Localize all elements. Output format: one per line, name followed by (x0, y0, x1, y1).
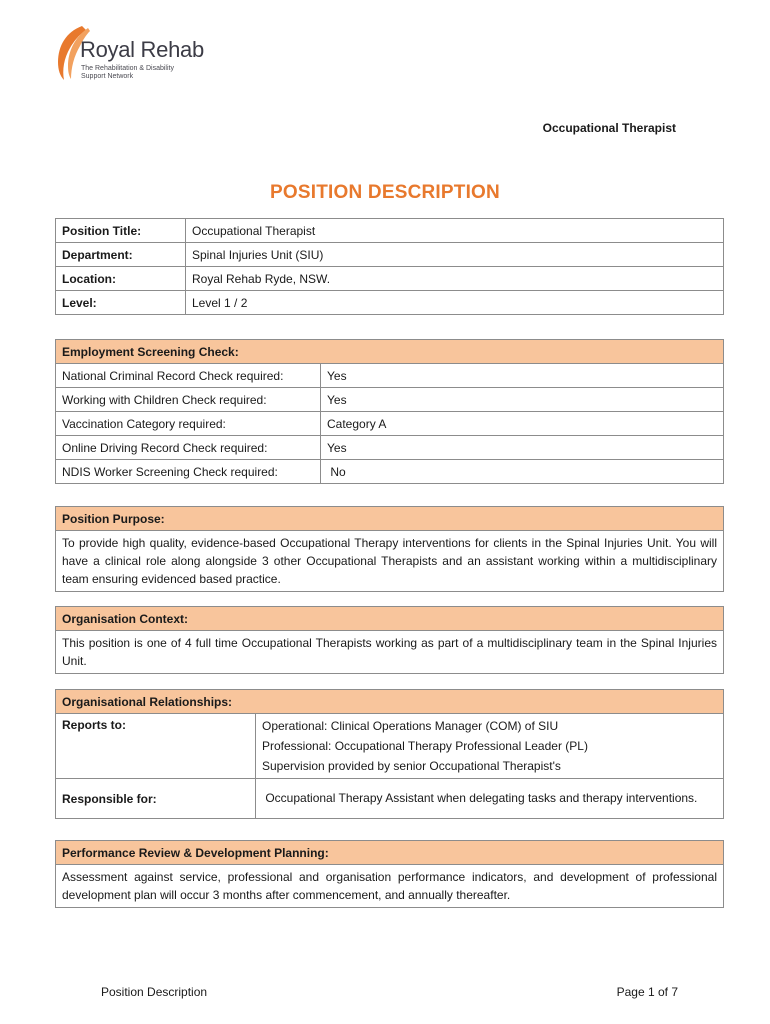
review-heading: Performance Review & Development Planning: (56, 841, 724, 865)
header-role-title: Occupational Therapist (542, 121, 676, 135)
table-row (56, 291, 724, 315)
table-row (56, 412, 724, 436)
table-row (56, 460, 724, 484)
table-row (56, 267, 724, 291)
context-heading: Organisation Context: (56, 607, 724, 631)
logo-wordmark: Royal Rehab (80, 37, 204, 62)
screening-value: No (321, 460, 724, 484)
screening-label: National Criminal Record Check required: (56, 364, 321, 388)
screening-value: Yes (321, 364, 724, 388)
screening-value: Yes (321, 388, 724, 412)
level-label: Level: (56, 291, 186, 315)
purpose-text: To provide high quality, evidence-based Occupational Therapy interventions for clients in the Spinal Injuries Unit. You will have a clinical role along alongside 3 other Occupational Therapists and an assistant working within a multidisciplinary team ensuring evidenced based practice. (56, 531, 724, 592)
logo-tagline-line-1: The Rehabilitation & Disability (81, 65, 174, 72)
responsible-for-value: Occupational Therapy Assistant when delegating tasks and therapy interventions. (256, 779, 724, 819)
performance-review-table (55, 840, 724, 908)
footer-page-number: Page 1 of 7 (616, 985, 678, 999)
screening-value: Yes (321, 436, 724, 460)
position-details-table (55, 218, 724, 315)
document-title: POSITION DESCRIPTION (270, 182, 500, 203)
logo-tagline (81, 65, 211, 81)
royal-rehab-logo (52, 24, 212, 86)
table-row (56, 388, 724, 412)
table-row (56, 243, 724, 267)
screening-label: NDIS Worker Screening Check required: (56, 460, 321, 484)
reports-to-line: Supervision provided by senior Occupational Therapist's (262, 759, 561, 773)
position-purpose-table (55, 506, 724, 592)
relationships-table (55, 689, 724, 819)
table-row (56, 436, 724, 460)
screening-label: Online Driving Record Check required: (56, 436, 321, 460)
table-row (56, 219, 724, 243)
screening-value: Category A (321, 412, 724, 436)
location-label: Location: (56, 267, 186, 291)
department-label: Department: (56, 243, 186, 267)
logo-tagline-line-2: Support Network (81, 73, 134, 80)
organisation-context-table (55, 606, 724, 674)
department-value: Spinal Injuries Unit (SIU) (186, 243, 724, 267)
review-text: Assessment against service, professional and organisation performance indicators, and development of professional development plan will occur 3 months after commencement, and annually thereafter. (56, 865, 724, 908)
screening-label: Vaccination Category required: (56, 412, 321, 436)
reports-to-line: Operational: Clinical Operations Manager (COM) of SIU (262, 719, 559, 733)
position-title-label: Position Title: (56, 219, 186, 243)
table-row (56, 364, 724, 388)
footer-document-name: Position Description (101, 985, 208, 999)
level-value: Level 1 / 2 (186, 291, 724, 315)
screening-label: Working with Children Check required: (56, 388, 321, 412)
context-text: This position is one of 4 full time Occupational Therapists working as part of a multidisciplinary team in the Spinal Injuries Unit. (56, 631, 724, 674)
responsible-for-label: Responsible for: (56, 779, 256, 819)
location-value: Royal Rehab Ryde, NSW. (186, 267, 724, 291)
position-title-value: Occupational Therapist (186, 219, 724, 243)
screening-heading: Employment Screening Check: (56, 340, 724, 364)
relationships-heading: Organisational Relationships: (56, 690, 724, 714)
reports-to-line: Professional: Occupational Therapy Professional Leader (PL) (262, 739, 588, 753)
reports-to-list (256, 714, 724, 779)
purpose-heading: Position Purpose: (56, 507, 724, 531)
reports-to-label: Reports to: (56, 714, 256, 779)
screening-table (55, 339, 724, 484)
